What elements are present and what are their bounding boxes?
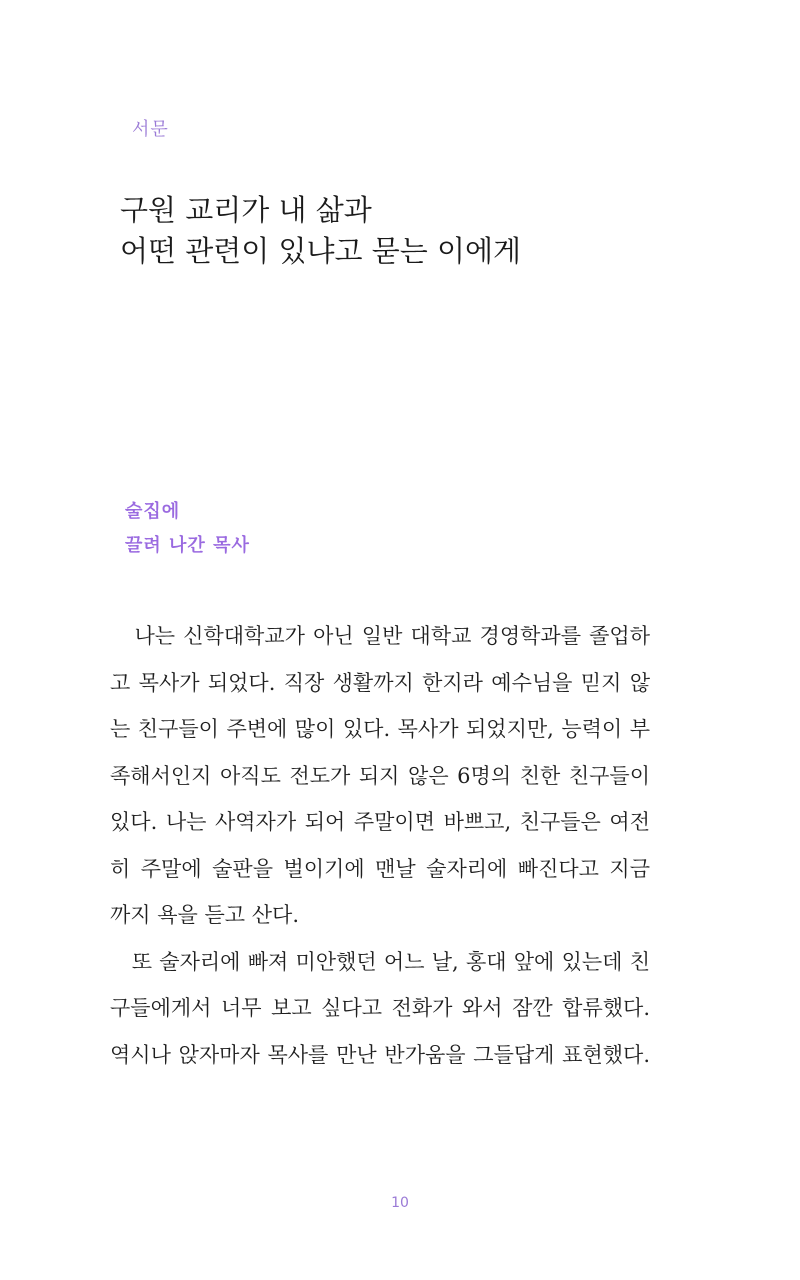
sub-heading-line-1: 술집에 <box>125 501 181 522</box>
body-line: 있다. 나는 사역자가 되어 주말이면 바쁘고, 친구들은 여전 <box>110 810 650 834</box>
section-label: 서문 <box>132 119 169 140</box>
body-line: 또 술자리에 빠져 미안했던 어느 날, 홍대 앞에 있는데 친 <box>110 949 650 974</box>
chapter-title-line-2: 어떤 관련이 있냐고 묻는 이에게 <box>120 234 522 268</box>
body-line: 역시나 앉자마자 목사를 만난 반가움을 그들답게 표현했다. <box>110 1042 650 1067</box>
body-line: 까지 욕을 듣고 산다. <box>110 903 299 927</box>
body-text <box>110 613 650 1078</box>
body-line: 구들에게서 너무 보고 싶다고 전화가 와서 잠깐 합류했다. <box>110 996 650 1020</box>
body-line: 족해서인지 아직도 전도가 되지 않은 6명의 친한 친구들이 <box>110 763 650 788</box>
chapter-title <box>120 190 720 272</box>
sub-heading <box>125 495 250 563</box>
body-line: 히 주말에 술판을 벌이기에 맨날 술자리에 빠진다고 지금 <box>110 856 650 881</box>
page-number: 10 <box>391 1195 409 1211</box>
body-line: 나는 신학대학교가 아닌 일반 대학교 경영학과를 졸업하 <box>110 624 650 648</box>
body-line: 고 목사가 되었다. 직장 생활까지 한지라 예수님을 믿지 않 <box>110 670 650 695</box>
body-line: 는 친구들이 주변에 많이 있다. 목사가 되었지만, 능력이 부 <box>110 717 650 741</box>
sub-heading-line-2: 끌려 나간 목사 <box>125 535 250 556</box>
chapter-title-line-1: 구원 교리가 내 삶과 <box>120 193 372 227</box>
